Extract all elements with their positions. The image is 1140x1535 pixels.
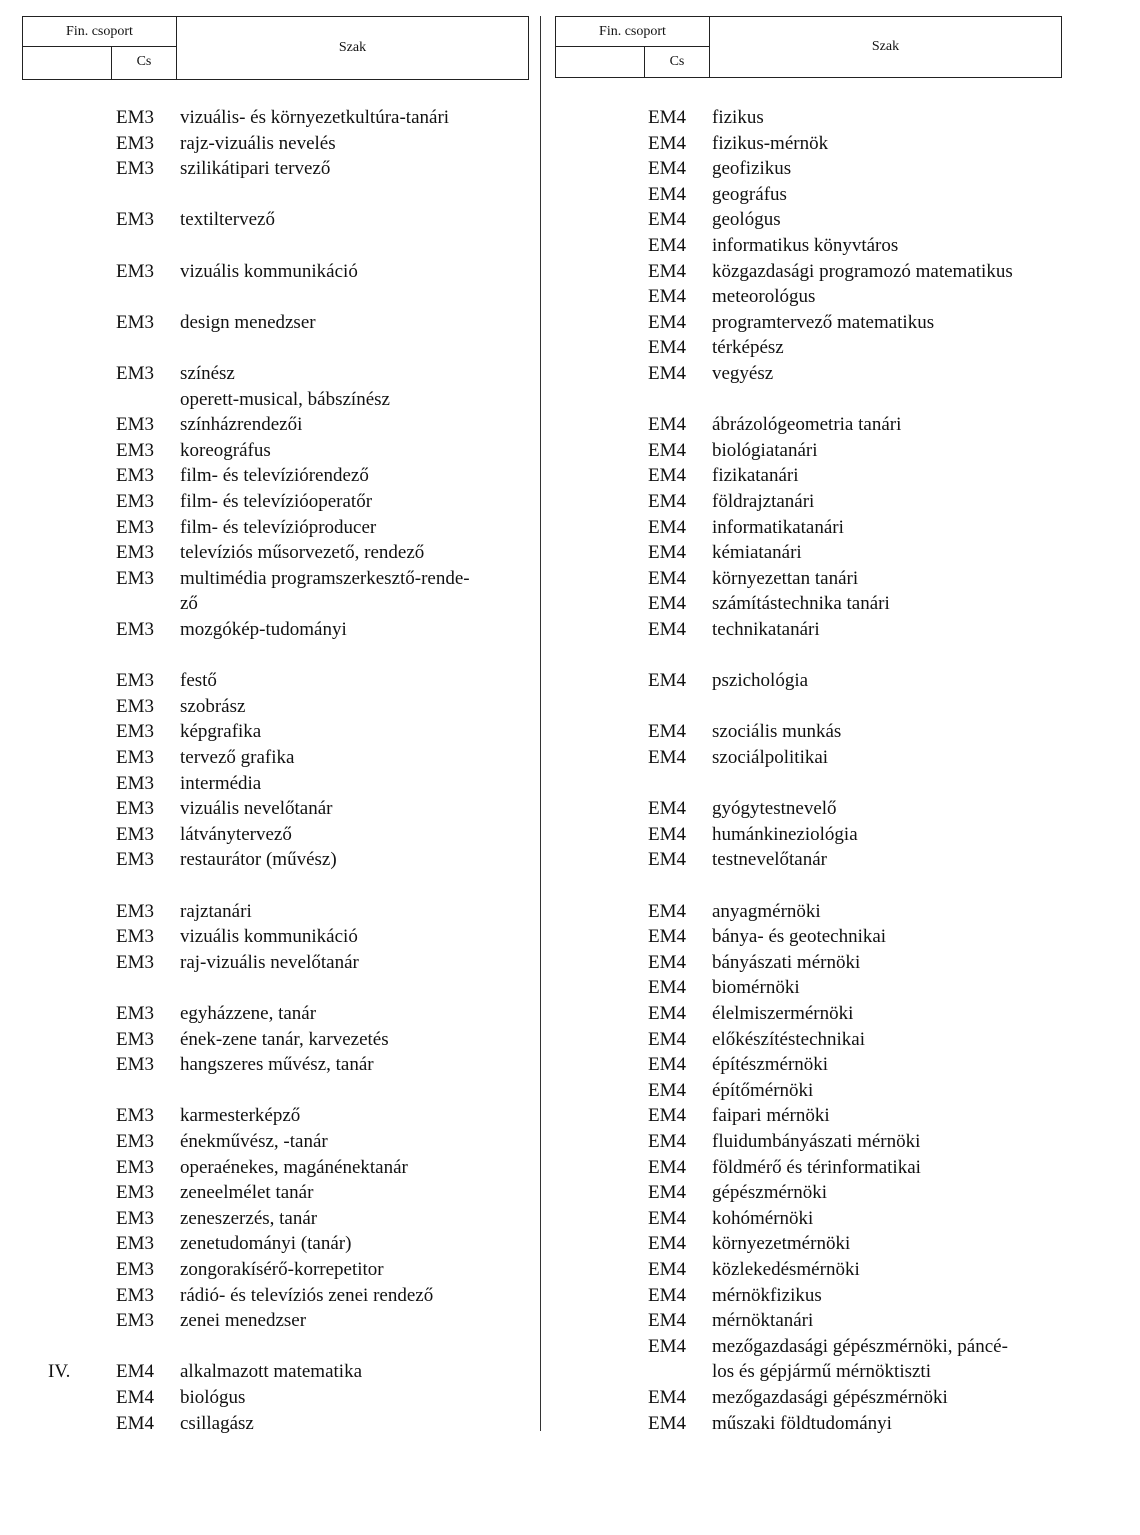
szak-name: zenetudományi (tanár) [180, 1233, 352, 1255]
header-left [22, 16, 529, 80]
szak-name: operett-musical, bábszínész [180, 388, 390, 410]
list-item [48, 438, 538, 464]
list-item [560, 233, 1090, 259]
szak-name: vegyész [712, 363, 774, 384]
szak-name: szociális munkás [712, 721, 842, 743]
list-item [560, 796, 1090, 822]
list-item [560, 591, 1090, 617]
cs-code: EM4 [648, 1335, 686, 1357]
list-item [560, 1001, 1090, 1027]
cs-code: EM4 [648, 107, 686, 128]
left-column [48, 105, 538, 1435]
list-item [560, 489, 1090, 515]
szak-name: anyagmérnöki [712, 900, 821, 922]
list-item [560, 668, 1090, 694]
cs-code: EM4 [648, 491, 686, 512]
list-item [48, 1129, 538, 1155]
cs-code: EM4 [648, 209, 686, 231]
cs-code: EM3 [116, 1105, 154, 1127]
cs-code: EM3 [116, 721, 154, 743]
szak-name: biomérnöki [712, 977, 800, 999]
cs-code: EM3 [116, 1233, 154, 1255]
list-item [48, 796, 538, 822]
szak-name: intermédia [180, 772, 262, 794]
szak-name: előkészítéstechnikai [712, 1028, 865, 1050]
list-item [48, 540, 538, 566]
cs-code: EM4 [648, 1028, 686, 1050]
szak-name: zeneelmélet tanár [180, 1182, 314, 1204]
szak-name: film- és televíziórendező [180, 465, 369, 487]
szak-name: hangszeres művész, tanár [180, 1054, 374, 1076]
cs-code: EM3 [116, 926, 154, 948]
szak-name: vizuális- és környezetkultúra-tanári [180, 107, 450, 128]
szak-name: geofizikus [712, 158, 792, 180]
list-item [48, 668, 538, 694]
szak-header: Szak [338, 40, 367, 55]
szak-name: ábrázológeometria tanári [712, 414, 902, 436]
cs-code: EM4 [648, 1259, 686, 1280]
list-item [560, 899, 1090, 925]
cs-code: EM4 [648, 823, 686, 845]
list-item [48, 1385, 538, 1411]
szak-name: rajz-vizuális nevelés [180, 132, 336, 154]
szak-name: szobrász [180, 695, 246, 717]
list-item [48, 207, 538, 233]
list-item [48, 924, 538, 950]
list-item [560, 1385, 1090, 1411]
szak-name: zeneszerzés, tanár [180, 1207, 318, 1229]
header-right [555, 16, 1062, 78]
szak-name: vizuális kommunikáció [180, 260, 358, 282]
list-item [560, 1334, 1090, 1360]
list-item [560, 1129, 1090, 1155]
list-item [560, 1103, 1090, 1129]
szak-name: biológiatanári [712, 439, 818, 461]
szak-name: látványtervező [180, 823, 292, 845]
cs-code: EM4 [648, 1182, 686, 1204]
szak-name: ző [180, 593, 198, 615]
list-item [560, 566, 1090, 592]
list-item [48, 259, 538, 285]
cs-code: EM4 [648, 1233, 686, 1255]
cs-code: EM3 [116, 567, 154, 589]
cs-code: EM4 [648, 926, 686, 948]
cs-code: EM4 [648, 1156, 686, 1178]
szak-name: koreográfus [180, 439, 271, 461]
cs-code: EM3 [116, 1054, 154, 1076]
list-item [48, 515, 538, 541]
szak-name: környezettan tanári [712, 567, 859, 589]
szak-name: kohómérnöki [712, 1207, 814, 1229]
fin-csoport-header: Fin. csoport [556, 17, 710, 47]
cs-code: EM3 [116, 1028, 154, 1050]
cs-code: EM4 [648, 619, 686, 640]
fin-csoport-header: Fin. csoport [23, 17, 177, 47]
cs-header: Cs [111, 47, 177, 79]
cs-code: EM4 [116, 1387, 154, 1408]
szak-name: közgazdasági programozó matematikus [712, 260, 1013, 282]
cs-code: EM4 [648, 1284, 686, 1306]
list-item [48, 1180, 538, 1206]
cs-header: Cs [644, 47, 710, 77]
cs-code: EM4 [648, 798, 686, 820]
cs-code: EM3 [116, 772, 154, 794]
cs-code: EM4 [648, 183, 686, 205]
right-column [560, 105, 1090, 1435]
cs-code: EM3 [116, 1284, 154, 1306]
cs-code: EM4 [648, 286, 686, 308]
szak-name: textiltervező [180, 209, 275, 231]
list-item [560, 105, 1090, 131]
cs-code: EM4 [648, 465, 686, 487]
cs-code: EM4 [648, 516, 686, 538]
list-item [48, 1283, 538, 1309]
list-item [560, 1027, 1090, 1053]
list-item [48, 387, 538, 413]
szak-name: alkalmazott matematika [180, 1361, 363, 1383]
list-item [560, 540, 1090, 566]
cs-code: EM3 [116, 311, 154, 333]
szak-name: humánkineziológia [712, 823, 858, 845]
cs-code: EM3 [116, 798, 154, 820]
list-item [560, 361, 1090, 387]
list-item [560, 975, 1090, 1001]
szak-name: karmesterképző [180, 1105, 301, 1127]
szak-name: ének-zene tanár, karvezetés [180, 1028, 389, 1050]
cs-code: EM4 [648, 900, 686, 922]
list-item [48, 617, 538, 643]
szak-name: restaurátor (művész) [180, 849, 337, 871]
szak-name: számítástechnika tanári [712, 593, 890, 615]
list-item [560, 924, 1090, 950]
szak-name: bánya- és geotechnikai [712, 926, 887, 948]
szak-name: testnevelőtanár [712, 849, 828, 871]
szak-name: szilikátipari tervező [180, 158, 331, 180]
list-item [48, 1155, 538, 1181]
cs-code: EM4 [648, 567, 686, 589]
szak-name: geológus [712, 209, 781, 231]
szak-name: bányászati mérnöki [712, 951, 861, 973]
list-item [48, 1027, 538, 1053]
cs-code: EM4 [648, 1054, 686, 1076]
cs-code: EM3 [116, 670, 154, 692]
cs-code: EM3 [116, 951, 154, 973]
cs-code: EM3 [116, 158, 154, 180]
list-item [48, 361, 538, 387]
szak-name: zongorakísérő-korrepetitor [180, 1259, 384, 1280]
cs-code: EM3 [116, 209, 154, 231]
list-item [48, 489, 538, 515]
szak-name: mérnökfizikus [712, 1284, 822, 1306]
list-item [48, 950, 538, 976]
cs-code: EM3 [116, 1259, 154, 1280]
cs-code: EM4 [648, 1412, 686, 1434]
szak-name: gyógytestnevelő [712, 798, 837, 820]
szak-name: raj-vizuális nevelőtanár [180, 951, 359, 973]
szak-name: színházrendezői [180, 414, 303, 436]
list-item [48, 694, 538, 720]
szak-name: film- és televízióproducer [180, 516, 377, 538]
list-item [48, 1206, 538, 1232]
cs-code: EM3 [116, 516, 154, 538]
list-item [48, 1257, 538, 1283]
list-item [560, 1155, 1090, 1181]
cs-code: EM3 [116, 439, 154, 461]
szak-name: fizikus [712, 107, 764, 128]
list-item [560, 822, 1090, 848]
szak-header: Szak [871, 39, 900, 54]
szak-name: csillagász [180, 1412, 254, 1434]
szak-name: földmérő és térinformatikai [712, 1156, 921, 1178]
cs-code: EM3 [116, 414, 154, 436]
list-item [48, 566, 538, 592]
cs-code: EM4 [648, 132, 686, 154]
cs-code: EM4 [648, 311, 686, 333]
cs-code: EM4 [648, 849, 686, 871]
szak-name: fluidumbányászati mérnöki [712, 1131, 921, 1152]
szak-name: film- és televízióoperatőr [180, 491, 373, 512]
list-item [560, 131, 1090, 157]
cs-code: EM4 [648, 1131, 686, 1152]
cs-code: EM3 [116, 1310, 154, 1332]
list-item [560, 438, 1090, 464]
list-item [48, 310, 538, 336]
cs-code: EM3 [116, 542, 154, 564]
list-item [560, 284, 1090, 310]
list-item [560, 310, 1090, 336]
szak-name: meteorológus [712, 286, 816, 308]
list-item [48, 745, 538, 771]
szak-name: vizuális nevelőtanár [180, 798, 333, 820]
cs-code: EM3 [116, 619, 154, 640]
szak-name: élelmiszermérnöki [712, 1003, 854, 1024]
cs-code: EM3 [116, 363, 154, 384]
list-item [48, 1411, 538, 1437]
szak-name: fizikatanári [712, 465, 799, 487]
cs-code: EM4 [648, 414, 686, 436]
cs-code: EM3 [116, 695, 154, 717]
szak-name: építészmérnöki [712, 1054, 829, 1076]
list-item [560, 1308, 1090, 1334]
szak-name: színész [180, 363, 235, 384]
cs-code: EM4 [116, 1361, 154, 1383]
list-item [48, 1001, 538, 1027]
cs-code: EM4 [648, 977, 686, 999]
szak-name: fizikus-mérnök [712, 132, 829, 154]
cs-code: EM4 [648, 363, 686, 384]
list-item [560, 950, 1090, 976]
list-item [560, 1359, 1090, 1385]
cs-code: EM4 [648, 1079, 686, 1101]
list-item [560, 259, 1090, 285]
szak-name: rajztanári [180, 900, 252, 922]
szak-name: mezőgazdasági gépészmérnöki [712, 1387, 948, 1408]
list-item [560, 1411, 1090, 1437]
szak-name: környezetmérnöki [712, 1233, 851, 1255]
szak-name: közlekedésmérnöki [712, 1259, 860, 1280]
szak-name: multimédia programszerkesztő-rende- [180, 567, 470, 589]
cs-code: EM4 [648, 951, 686, 973]
szak-name: térképész [712, 337, 784, 359]
cs-code: EM3 [116, 1131, 154, 1152]
cs-code: EM3 [116, 132, 154, 154]
list-item [560, 207, 1090, 233]
szak-name: technikatanári [712, 619, 820, 640]
list-item [48, 1231, 538, 1257]
cs-code: EM3 [116, 1003, 154, 1024]
szak-name: mérnöktanári [712, 1310, 814, 1332]
list-item [48, 105, 538, 131]
list-item [560, 412, 1090, 438]
cs-code: EM4 [648, 747, 686, 768]
list-item [560, 182, 1090, 208]
cs-code: EM3 [116, 107, 154, 128]
list-item [560, 719, 1090, 745]
cs-code: EM3 [116, 465, 154, 487]
list-item [48, 822, 538, 848]
cs-code: EM3 [116, 1156, 154, 1178]
szak-name: programtervező matematikus [712, 311, 935, 333]
list-item [48, 847, 538, 873]
szak-name: rádió- és televíziós zenei rendező [180, 1284, 434, 1306]
szak-name: képgrafika [180, 721, 262, 743]
cs-code: EM4 [648, 260, 686, 282]
szak-name: geográfus [712, 183, 787, 205]
cs-code: EM3 [116, 823, 154, 845]
cs-code: EM4 [648, 721, 686, 743]
szak-name: design menedzser [180, 311, 316, 333]
list-item [48, 719, 538, 745]
szak-name: vizuális kommunikáció [180, 926, 358, 948]
cs-code: EM3 [116, 1207, 154, 1229]
list-item [560, 156, 1090, 182]
cs-code: EM4 [648, 542, 686, 564]
list-item [48, 463, 538, 489]
list-item [560, 1078, 1090, 1104]
cs-code: EM4 [648, 235, 686, 256]
cs-code: EM3 [116, 1182, 154, 1204]
szak-name: operaénekes, magánénektanár [180, 1156, 408, 1178]
list-item [48, 156, 538, 182]
cs-code: EM4 [116, 1412, 154, 1434]
szak-name: tervező grafika [180, 747, 295, 768]
szak-name: biológus [180, 1387, 246, 1408]
cs-code: EM4 [648, 439, 686, 461]
szak-name: szociálpolitikai [712, 747, 829, 768]
szak-name: földrajztanári [712, 491, 815, 512]
szak-name: mozgókép-tudományi [180, 619, 347, 640]
list-item [560, 1180, 1090, 1206]
szak-name: gépészmérnöki [712, 1182, 828, 1204]
szak-name: informatikus könyvtáros [712, 235, 899, 256]
list-item [48, 591, 538, 617]
cs-code: EM4 [648, 158, 686, 180]
szak-name: faipari mérnöki [712, 1105, 830, 1127]
list-item [560, 1283, 1090, 1309]
cs-code: EM3 [116, 260, 154, 282]
szak-name: informatikatanári [712, 516, 844, 538]
column-divider [540, 16, 541, 1431]
cs-code: EM4 [648, 593, 686, 615]
szak-name: pszichológia [712, 670, 809, 692]
list-item [560, 1052, 1090, 1078]
cs-code: EM3 [116, 849, 154, 871]
szak-name: mezőgazdasági gépészmérnöki, páncé- [712, 1335, 1008, 1357]
list-item [560, 1257, 1090, 1283]
szak-name: műszaki földtudományi [712, 1412, 892, 1434]
list-item [560, 1206, 1090, 1232]
cs-code: EM4 [648, 1387, 686, 1408]
list-item [560, 847, 1090, 873]
cs-code: EM3 [116, 491, 154, 512]
list-item [560, 335, 1090, 361]
szak-name: énekművész, -tanár [180, 1131, 328, 1152]
cs-code: EM3 [116, 900, 154, 922]
szak-name: építőmérnöki [712, 1079, 814, 1101]
cs-code: EM4 [648, 1003, 686, 1024]
szak-name: televíziós műsorvezető, rendező [180, 542, 425, 564]
list-item [560, 617, 1090, 643]
group-numeral: IV. [48, 1361, 71, 1383]
cs-code: EM4 [648, 670, 686, 692]
list-item [48, 131, 538, 157]
cs-code: EM4 [648, 1310, 686, 1332]
szak-name: los és gépjármű mérnöktiszti [712, 1361, 931, 1383]
szak-name: kémiatanári [712, 542, 802, 564]
list-item [48, 1103, 538, 1129]
list-item [48, 1359, 538, 1385]
list-item [560, 515, 1090, 541]
list-item [48, 1052, 538, 1078]
list-item [560, 1231, 1090, 1257]
list-item [48, 1308, 538, 1334]
list-item [560, 463, 1090, 489]
szak-name: zenei menedzser [180, 1310, 307, 1332]
szak-name: festő [180, 670, 217, 692]
cs-code: EM4 [648, 1207, 686, 1229]
cs-code: EM3 [116, 747, 154, 768]
list-item [48, 412, 538, 438]
cs-code: EM4 [648, 337, 686, 359]
cs-code: EM4 [648, 1105, 686, 1127]
list-item [48, 899, 538, 925]
list-item [48, 771, 538, 797]
list-item [560, 745, 1090, 771]
szak-name: egyházzene, tanár [180, 1003, 317, 1024]
